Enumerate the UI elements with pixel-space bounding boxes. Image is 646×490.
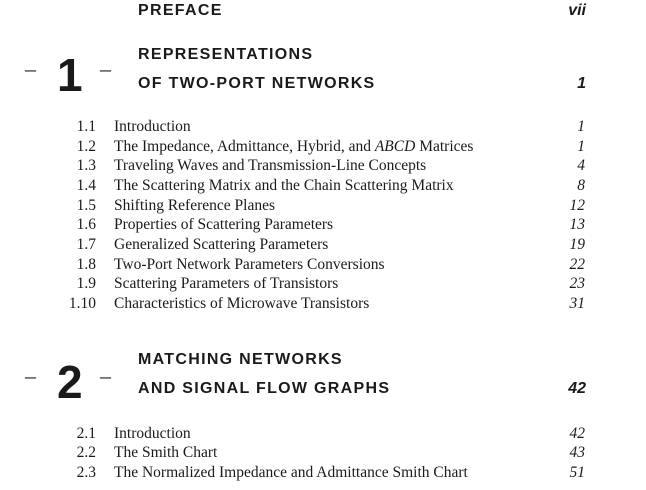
preface-page: vii bbox=[568, 2, 586, 19]
section-title: Introduction bbox=[114, 118, 191, 135]
section-title: Characteristics of Microwave Transistors bbox=[114, 295, 370, 312]
chapter-title-line2: AND SIGNAL FLOW GRAPHS bbox=[138, 380, 391, 397]
section-number: 1.5 bbox=[76, 197, 96, 214]
section-page: 42 bbox=[569, 425, 585, 442]
section-title: Shifting Reference Planes bbox=[114, 197, 275, 214]
section-title-part: Matrices bbox=[415, 138, 474, 155]
section-number: 1.1 bbox=[76, 118, 96, 135]
section-title: Traveling Waves and Transmission-Line Concepts bbox=[114, 157, 427, 174]
section-page: 22 bbox=[569, 256, 585, 273]
section-title-emphasis: ABCD bbox=[374, 138, 416, 155]
section-number: 1.6 bbox=[76, 216, 96, 233]
section-row bbox=[0, 255, 646, 275]
chapter-title-line1: REPRESENTATIONS bbox=[138, 46, 314, 63]
section-title-part: The Impedance, Admittance, Hybrid, and bbox=[114, 138, 375, 155]
section-page: 31 bbox=[569, 295, 585, 312]
section-row bbox=[0, 294, 646, 314]
section-row bbox=[0, 463, 646, 483]
section-row bbox=[0, 156, 646, 176]
section-title: Introduction bbox=[114, 425, 191, 442]
section-row bbox=[0, 215, 646, 235]
chapter-number: 2 bbox=[57, 356, 83, 408]
section-page: 8 bbox=[577, 177, 585, 194]
section-row bbox=[0, 137, 646, 157]
section-title: The Scattering Matrix and the Chain Scattering Matrix bbox=[114, 177, 454, 194]
section-number: 2.1 bbox=[76, 425, 96, 442]
section-row bbox=[0, 443, 646, 463]
chapter-number-dash-right: – bbox=[100, 363, 111, 388]
section-number: 1.2 bbox=[76, 138, 96, 155]
section-page: 13 bbox=[569, 216, 585, 233]
chapter-title-line1: MATCHING NETWORKS bbox=[138, 351, 343, 368]
section-number: 1.9 bbox=[76, 275, 96, 292]
section-title: Properties of Scattering Parameters bbox=[114, 216, 334, 233]
section-row bbox=[0, 176, 646, 196]
section-page: 43 bbox=[569, 444, 585, 461]
section-row bbox=[0, 117, 646, 137]
section-title: Two-Port Network Parameters Conversions bbox=[114, 256, 385, 273]
section-page: 1 bbox=[577, 118, 585, 135]
chapter-number: 1 bbox=[57, 49, 83, 101]
section-number: 1.8 bbox=[76, 256, 96, 273]
section-page: 19 bbox=[569, 236, 585, 253]
chapter-number-dash-left: – bbox=[25, 56, 36, 81]
chapter-title-line2: OF TWO-PORT NETWORKS bbox=[138, 75, 376, 92]
section-page: 4 bbox=[577, 157, 585, 174]
section-row bbox=[0, 235, 646, 255]
section-number: 1.10 bbox=[68, 295, 96, 312]
section-number: 2.2 bbox=[76, 444, 96, 461]
section-number: 1.7 bbox=[76, 236, 96, 253]
section-title: Scattering Parameters of Transistors bbox=[114, 275, 339, 292]
section-number: 2.3 bbox=[76, 464, 96, 481]
section-page: 12 bbox=[569, 197, 585, 214]
chapter-number-dash-left: – bbox=[25, 363, 36, 388]
section-page: 23 bbox=[569, 275, 585, 292]
section-row bbox=[0, 196, 646, 216]
section-number: 1.4 bbox=[76, 177, 96, 194]
section-title: The Normalized Impedance and Admittance Smith Chart bbox=[114, 464, 468, 481]
preface-heading: PREFACE bbox=[138, 2, 223, 19]
section-row bbox=[0, 424, 646, 444]
section-row bbox=[0, 274, 646, 294]
section-title: Generalized Scattering Parameters bbox=[114, 236, 329, 253]
chapter-page: 1 bbox=[577, 75, 586, 92]
section-title: The Smith Chart bbox=[114, 444, 218, 461]
section-title bbox=[114, 137, 473, 157]
section-page: 1 bbox=[577, 138, 585, 155]
section-number: 1.3 bbox=[76, 157, 96, 174]
chapter-page: 42 bbox=[568, 380, 586, 397]
chapter-number-dash-right: – bbox=[100, 56, 111, 81]
section-page: 51 bbox=[569, 464, 585, 481]
